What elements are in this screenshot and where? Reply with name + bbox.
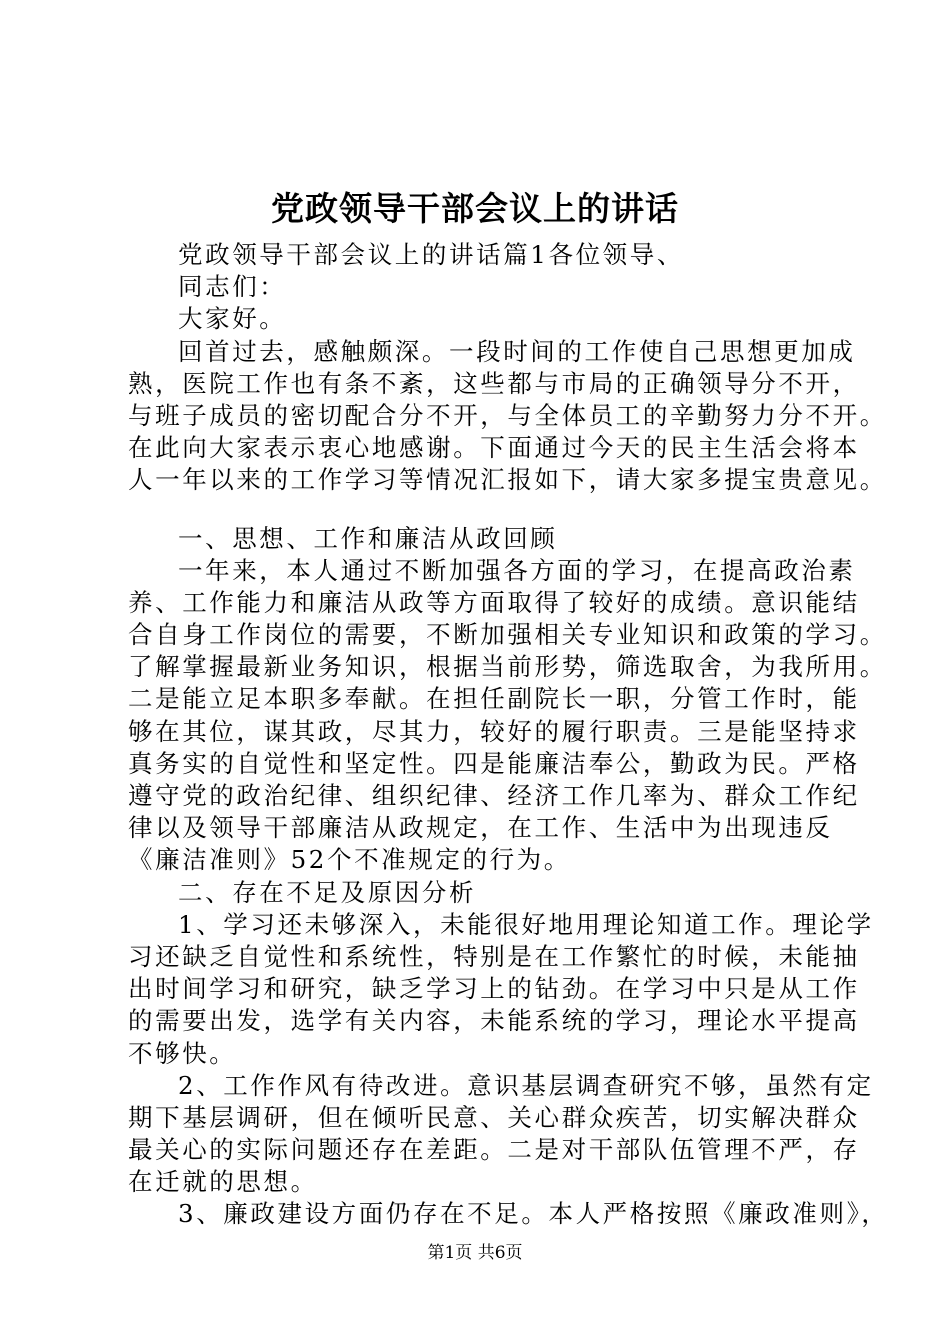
text-line: 出时间学习和研究，缺乏学习上的钻劲。在学习中只是从工作 xyxy=(128,974,860,1004)
text-line: 3、廉政建设方面仍存在不足。本人严格按照《廉政准则》， xyxy=(178,1199,889,1229)
page-number: 第1页 共6页 xyxy=(427,1243,523,1263)
text-line: 与班子成员的密切配合分不开，与全体员工的辛勤努力分不开。 xyxy=(128,400,887,430)
text-line: 党政领导干部会议上的讲话篇1各位领导、 xyxy=(178,240,684,269)
page-title: 党政领导干部会议上的讲话 xyxy=(271,189,679,228)
section-heading: 二、存在不足及原因分析 xyxy=(178,877,477,907)
text-line: 2、工作作风有待改进。意识基层调查研究不够，虽然有定 xyxy=(178,1070,874,1100)
text-line: 二是能立足本职多奉献。在担任副院长一职，分管工作时，能 xyxy=(128,684,860,714)
text-line: 大家好。 xyxy=(178,304,287,334)
text-line: 遵守党的政治纪律、组织纪律、经济工作几率为、群众工作纪 xyxy=(128,781,860,810)
text-line: 同志们： xyxy=(178,272,287,302)
text-line: 在迁就的思想。 xyxy=(128,1167,318,1197)
text-line: 养、工作能力和廉洁从政等方面取得了较好的成绩。意识能结 xyxy=(128,587,860,617)
text-line: 期下基层调研，但在倾听民意、关心群众疾苦，切实解决群众 xyxy=(128,1102,860,1132)
text-line: 够在其位，谋其政，尽其力，较好的履行职责。三是能坚持求 xyxy=(128,716,860,746)
text-line: 的需要出发，选学有关内容，未能系统的学习，理论水平提高 xyxy=(128,1006,860,1036)
text-line: 熟，医院工作也有条不紊，这些都与市局的正确领导分不开， xyxy=(128,368,860,398)
text-line: 真务实的自觉性和坚定性。四是能廉洁奉公，勤政为民。严格 xyxy=(128,748,860,778)
text-line: 合自身工作岗位的需要，不断加强相关专业知识和政策的学习。 xyxy=(128,620,887,650)
text-line: 不够快。 xyxy=(128,1038,237,1068)
text-line: 一年来，本人通过不断加强各方面的学习，在提高政治素 xyxy=(178,555,856,585)
text-line: 回首过去，感触颇深。一段时间的工作使自己思想更加成 xyxy=(178,336,856,366)
document-body xyxy=(128,239,889,1231)
text-line: 《廉洁准则》52个不准规定的行为。 xyxy=(128,845,571,875)
text-line: 习还缺乏自觉性和系统性，特别是在工作繁忙的时候，未能抽 xyxy=(128,941,860,971)
text-line: 了解掌握最新业务知识，根据当前形势，筛选取舍，为我所用。 xyxy=(128,652,887,682)
text-line: 人一年以来的工作学习等情况汇报如下，请大家多提宝贵意见。 xyxy=(128,465,887,495)
section-heading: 一、思想、工作和廉洁从政回顾 xyxy=(178,523,558,553)
text-line: 在此向大家表示衷心地感谢。下面通过今天的民主生活会将本 xyxy=(128,433,860,463)
text-line: 最关心的实际问题还存在差距。二是对干部队伍管理不严，存 xyxy=(128,1135,860,1165)
text-line: 律以及领导干部廉洁从政规定，在工作、生活中为出现违反 xyxy=(128,813,833,843)
text-line: 1、学习还未够深入，未能很好地用理论知道工作。理论学 xyxy=(178,909,874,939)
